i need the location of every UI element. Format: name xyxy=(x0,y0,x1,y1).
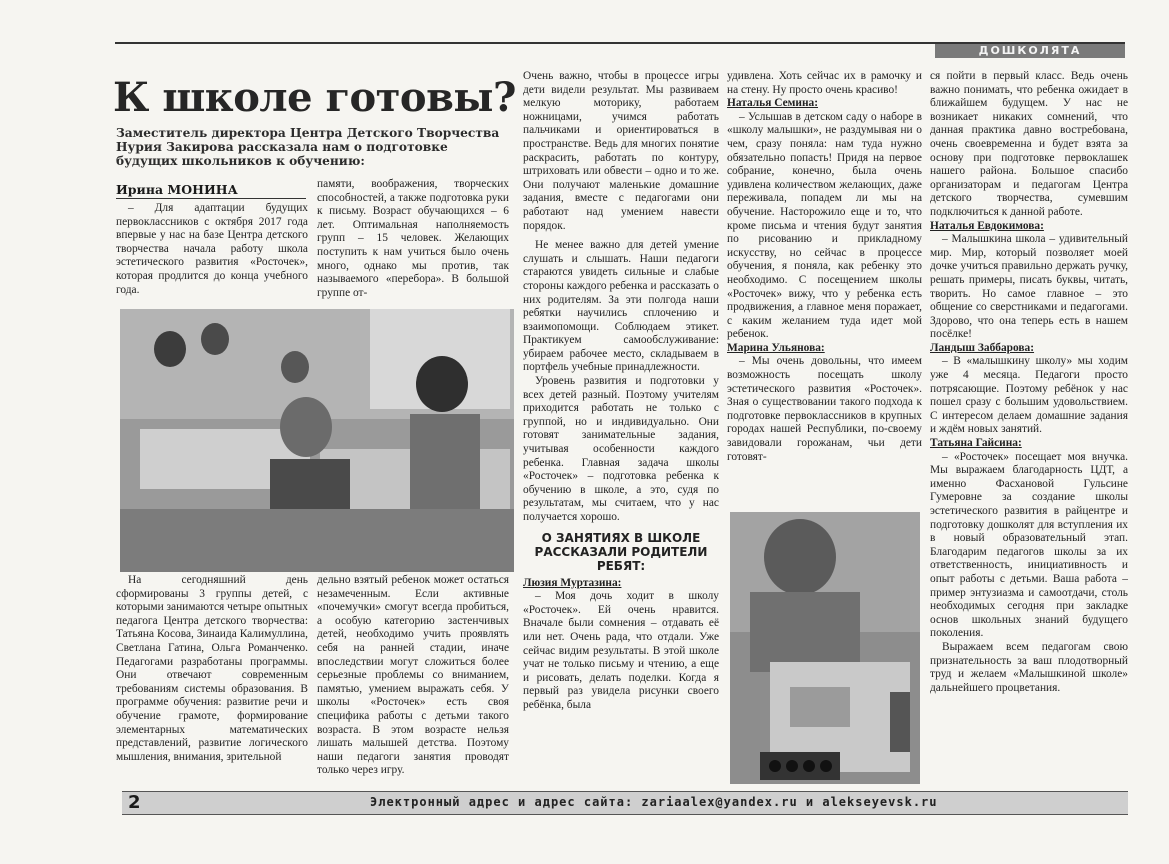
column-2-bottom xyxy=(317,574,509,788)
column-5 xyxy=(930,70,1128,788)
paragraph: На сегодняшний день сформированы 3 группы детей, с которыми занимаются четыре опытных педагога Центра детского творчества: Татьяна Косова, Зинаида Калимуллина, Светлана Гатина, Ольга Романченко. Педагогами разработаны программы. Они отвечают современным требованиям системы образования. В программе обучения: развитие речи и обучение грамоте, формирование элементарных математических представлений, развитие логического мышления, внимания, зрительной xyxy=(116,574,308,763)
signature: Люзия Муртазина: xyxy=(523,576,622,589)
paragraph: памяти, воображения, творческих способностей, а также подготовка руки к письму. Возраст обучающихся – 6 лет. Оптимальная наполняемость групп – 15 человек. Желающих поступить к нам учиться было очень много, однако мы против, так называемого «перебора». В большой группе от- xyxy=(317,178,509,299)
signature: Татьяна Гайсина: xyxy=(930,437,1022,450)
article-lead: Заместитель директора Центра Детского Творчества Нурия Закирова рассказала нам о подготовке будущих школьников к обучению: xyxy=(116,126,500,168)
paragraph: – Услышав в детском саду о наборе в «школу малышки», не раздумывая ни о чем, сразу поняла: нам туда нужно обязательно попасть! Придя на первое собрание, конечно, была очень удивлена количеством желающих, даже переживала, попадем ли мы на обучение. Насторожило еще и то, что кроме письма и чтения будут занятия по рисованию и прикладному искусству, но сейчас в процессе обучения, я поняла, как ребенку это необходимо. С посещением школы «Росточек» вижу, что у ребенка есть продвижения, а главное меня поражает, с каким желанием туда идет мой ребенок. xyxy=(727,110,922,341)
column-3 xyxy=(523,70,719,788)
paragraph: Выражаем всем педагогам свою признательность за ваш плодотворный труд и желаем «Малышкиной школе» дальнейшего процветания. xyxy=(930,640,1128,694)
signature: Ландыш Заббарова: xyxy=(930,341,1035,354)
page-number: 2 xyxy=(128,792,141,813)
article-author: Ирина МОНИНА xyxy=(116,182,306,199)
signature: Марина Ульянова: xyxy=(727,341,825,354)
paragraph: – «Росточек» посещает моя внучка. Мы выражаем благодарность ЦДТ, а именно Фасхановой Гульсине Гумеровне за создание школы эстетического развития в райцентре и подготовку дошколят для вступления их в новый образовательный этап. Благодарим педагогов школы за их ответственность, инициативность и опыт работы с детьми. Ваша работа – пример энтузиазма и самоотдачи, столь необходимых сегодня при закладке основ школьных знаний будущего поколения. xyxy=(930,450,1128,640)
paragraph: ся пойти в первый класс. Ведь очень важно понимать, что ребенка ожидает в ближайшем будущем. У нас не возникает никаких сомнений, что данная практика давно востребована, очень своевременна и будет взята за основу при подготовке первоклашек нашего района. Большое спасибо организаторам и педагогам Центра детского творчества, сумевшим подключиться к данной работе. xyxy=(930,70,1128,218)
paragraph: – Мы очень довольны, что имеем возможность посещать школу эстетического развития «Росточек». Зная о существовании такого подхода к подготовке первоклассников в крупных городах нашей Республики, по-своему завидовали горожанам, чьи дети готовят- xyxy=(727,355,922,463)
paragraph: – Для адаптации будущих первоклассников с октября 2017 года впервые у нас на базе Центра детского творчества начала работу школа эстетического развития «Росточек», которая продлится до конца учебного года. xyxy=(116,202,308,296)
subheading: О ЗАНЯТИЯХ В ШКОЛЕ РАССКАЗАЛИ РОДИТЕЛИ РЕБЯТ: xyxy=(534,530,708,573)
column-1-bottom xyxy=(116,574,308,788)
classroom-photo-image xyxy=(120,309,514,572)
paragraph: Очень важно, чтобы в процессе игры дети видели результат. Мы развиваем мелкую моторику, работаем ножницами, учимся работать пальчиками и ориентироваться в пространстве. Ведь для многих понятие раскрасить, работать по контуру, штриховать или обвести – одно и то же. Они получают маленькие домашние задания, вместе с педагогами они работают над умением навести порядок. xyxy=(523,70,719,232)
paragraph: – В «малышкину школу» мы ходим уже 4 месяца. Педагоги просто потрясающие. Поэтому ребёнок у нас пошел сразу с большим удовольствием. С интересом делаем домашние задания и ждём новых занятий. xyxy=(930,355,1128,436)
column-1-top xyxy=(116,202,308,306)
signature: Наталья Евдокимова: xyxy=(930,219,1044,232)
column-2-top xyxy=(317,178,509,306)
paragraph: – Моя дочь ходит в школу «Росточек». Ей очень нравится. Вначале были сомнения – отдавать её или нет. Очень рада, что отдали. Уже сейчас видим результаты. В этой школе учат не только письму и чтению, а еще и рисовать, делать поделки. Когда я первый раз увидела рисунки своего ребёнка, была xyxy=(523,590,719,711)
classroom-photo xyxy=(120,309,514,572)
drawing-child-photo-image xyxy=(730,512,920,784)
drawing-child-photo xyxy=(730,512,920,784)
paragraph: Уровень развития и подготовки у всех детей разный. Поэтому учителям приходится работать не только с группой, но и индивидуально. Они готовят занимательные задания, учитывая особенности каждого ребенка. Главная задача школы «Росточек» – подготовка ребенка к обучению в школе, а это, судя по результатам, мы считаем, что у нас получается хорошо. xyxy=(523,375,719,523)
column-4 xyxy=(727,70,922,508)
paragraph: Не менее важно для детей умение слушать и слышать. Наши педагоги стараются увидеть сильные и слабые стороны каждого ребенка и рассказать о них родителям. За эти полгода наши ребятки научились сплочению и взаимопомощи. Соблюдаем этикет. Практикуем самообслуживание: убираем рабочее место, складываем в портфель учебные принадлежности. xyxy=(523,239,719,374)
paragraph: дельно взятый ребенок может остаться незамеченным. Если активные «почемучки» смогут всегда пробиться, а особую категорию застенчивых детей, необходимо учить проявлять себя на ранней стадии, иначе впоследствии могут сложиться более серьезные проблемы со вниманием, памятью, умением выражать себя. У школы «Росточек» есть своя специфика работы с детьми такого возраста. В этом возрасте нельзя лишать малышей детства. Поэтому наши педагоги занятия проводят только через игру. xyxy=(317,574,509,777)
signature: Наталья Семина: xyxy=(727,97,819,110)
article-headline: К школе готовы? xyxy=(113,74,516,121)
paragraph: – Малышкина школа – удивительный мир. Мир, который позволяет моей дочке учиться правильно держать ручку, решать примеры, писать буквы, читать, творить. Но самое главное – это общение со сверстниками и педагогами. Здорово, что она теперь есть в нашем посёлке! xyxy=(930,233,1128,341)
footer-contact: Электронный адрес и адрес сайта: zariaalex@yandex.ru и alekseyevsk.ru xyxy=(370,795,938,809)
section-rubric: ДОШКОЛЯТА xyxy=(935,44,1125,58)
paragraph: удивлена. Хоть сейчас их в рамочку и на стену. Ну просто очень красиво! xyxy=(727,70,922,96)
